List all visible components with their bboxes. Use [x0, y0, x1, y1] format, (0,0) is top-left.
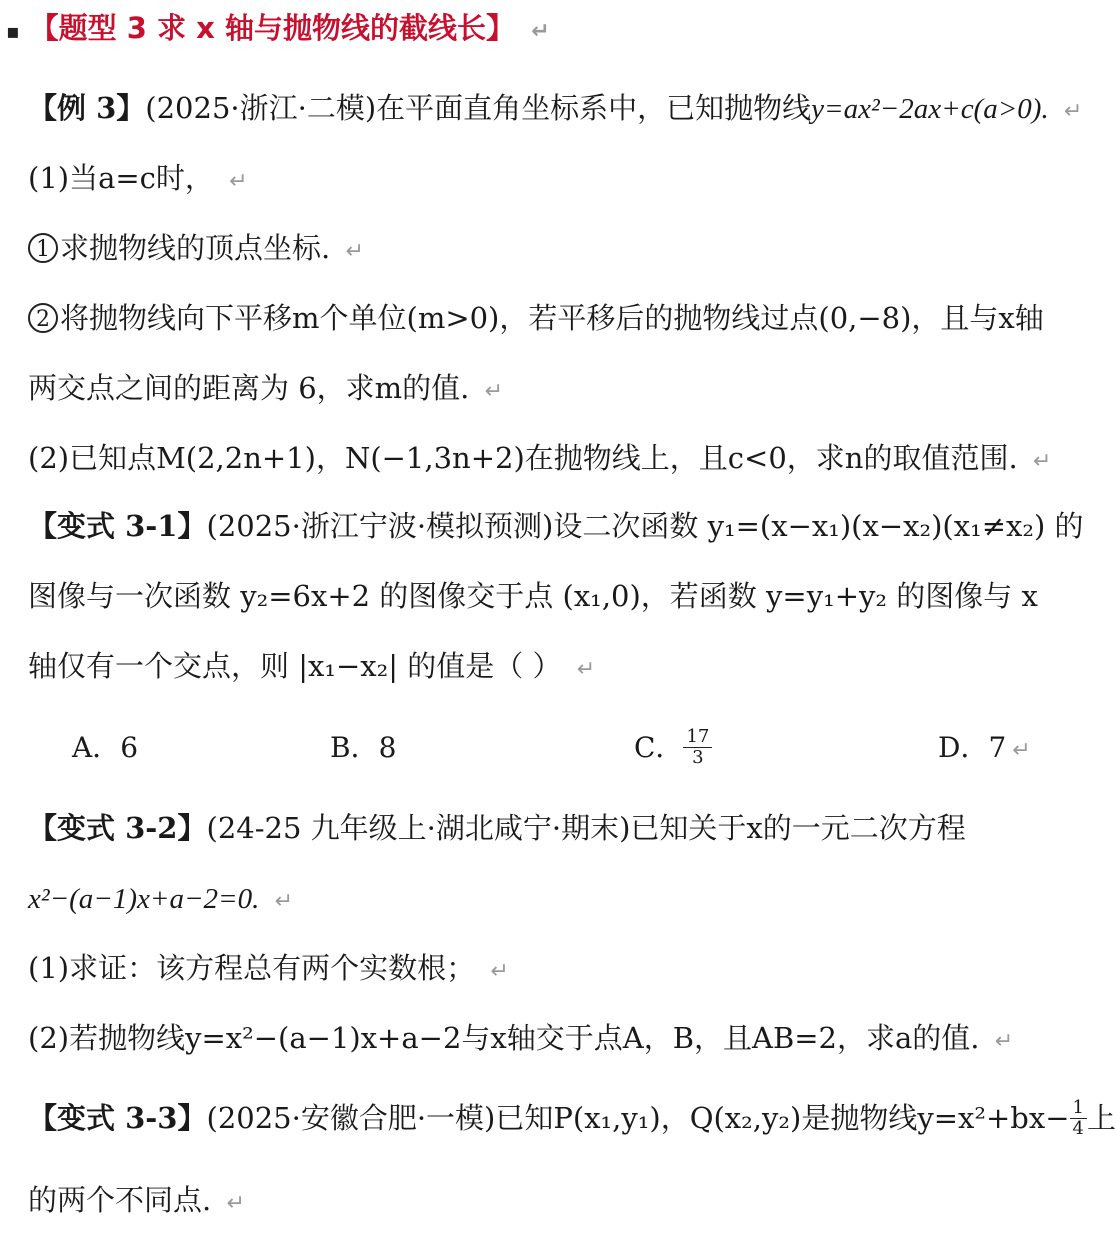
variant-3-3-text-end: 上 [1086, 1101, 1116, 1135]
variant-3-3-line1 [28, 1098, 1116, 1141]
variant-3-2-part-1-text: (1)求证：该方程总有两个实数根； [28, 951, 476, 985]
variant-3-2-part-1 [28, 948, 509, 992]
variant-3-1-line2 [28, 576, 1038, 616]
variant-3-2-part-2-text: (2)若抛物线y=x²−(a−1)x+a−2与x轴交于点A，B，且AB=2，求a的值. [28, 1021, 980, 1055]
variant-3-3-numerator: 1 [1070, 1098, 1087, 1119]
variant-3-3-label: 【变式 3-3】 [28, 1101, 207, 1135]
circled-number-2: 2 [28, 303, 58, 333]
return-mark-icon: ↵ [576, 657, 596, 682]
question-1-text: (1)当a=c时， [28, 161, 214, 195]
return-mark-icon: ↵ [490, 959, 509, 984]
option-d-text: D．7 [938, 731, 1007, 764]
heading-bullet: ▪ [6, 19, 20, 43]
option-d [938, 728, 1031, 771]
variant-3-2-text-1: 已知关于x的一元二次方程 [630, 811, 966, 845]
part-b-text-2: 两交点之间的距离为 6，求m的值. [28, 371, 470, 405]
question-2 [28, 438, 1051, 482]
variant-3-3-fraction [1070, 1098, 1087, 1139]
part-b-text-1: 将抛物线向下平移m个单位(m>0)，若平移后的抛物线过点(0,−8)，且与x轴 [60, 301, 1044, 335]
question-1-part-b-line1 [28, 298, 1044, 338]
return-mark-icon: ↵ [1012, 738, 1031, 763]
return-mark-icon: ↵ [1032, 449, 1052, 474]
variant-3-1-label: 【变式 3-1】 [28, 509, 207, 543]
return-mark-icon: ↵ [229, 169, 248, 194]
example-source: (2025·浙江·二模) [145, 91, 377, 125]
variant-3-3-denominator: 4 [1072, 1117, 1084, 1139]
variant-3-2-line1 [28, 808, 966, 848]
return-mark-icon: ↵ [274, 889, 294, 914]
variant-3-2-source: (24-25 九年级上·湖北咸宁·期末) [206, 811, 631, 845]
option-c-denominator: 3 [692, 747, 704, 768]
return-mark-icon: ↵ [1063, 99, 1083, 124]
question-1 [28, 158, 248, 202]
return-mark-icon: ↵ [994, 1029, 1014, 1054]
return-mark-icon: ↵ [484, 379, 504, 404]
circled-number-1: 1 [28, 233, 58, 263]
option-c-numerator: 17 [683, 727, 712, 748]
variant-3-1-source: (2025·浙江宁波·模拟预测) [206, 509, 554, 543]
question-1-part-a [28, 228, 364, 272]
variant-3-1-text-3: 轴仅有一个交点，则 |x₁−x₂| 的值是（ ） [28, 649, 562, 683]
variant-3-1-line1 [28, 506, 1084, 546]
variant-3-2-label: 【变式 3-2】 [28, 811, 207, 845]
option-c-label: C． [634, 731, 684, 764]
variant-3-2-equation: x²−(a−1)x+a−2=0. [28, 883, 260, 915]
variant-3-2-line2 [28, 878, 293, 922]
option-c-fraction [683, 727, 712, 768]
option-b: B．8 [330, 731, 397, 764]
return-mark-icon: ↵ [345, 239, 364, 264]
heading-text: 【题型 3 求 x 轴与抛物线的截线长】 [29, 11, 515, 45]
option-a: A．6 [72, 731, 139, 764]
variant-3-3-text-1: 已知P(x₁,y₁)，Q(x₂,y₂)是抛物线y=x²+bx− [495, 1101, 1070, 1135]
question-1-part-b-line2 [28, 368, 503, 412]
question-2-text: (2)已知点M(2,2n+1)，N(−1,3n+2)在抛物线上，且c<0，求n的取值范围. [28, 441, 1018, 475]
example-stem: 在平面直角坐标系中，已知抛物线 [376, 91, 812, 125]
variant-3-3-text-2: 的两个不同点. [28, 1183, 212, 1217]
variant-3-3-line2 [28, 1180, 245, 1224]
return-mark-icon: ↵ [531, 19, 550, 44]
example-3-stem [28, 88, 1082, 132]
variant-3-2-part-2 [28, 1018, 1013, 1062]
example-function: y=ax²−2ax+c(a>0). [811, 93, 1049, 125]
variant-3-1-text-1: 设二次函数 y₁=(x−x₁)(x−x₂)(x₁≠x₂) 的 [553, 509, 1084, 543]
variant-3-3-source: (2025·安徽合肥·一模) [206, 1101, 496, 1135]
section-heading [6, 8, 550, 52]
option-c [634, 728, 712, 770]
variant-3-1-text-2: 图像与一次函数 y₂=6x+2 的图像交于点 (x₁,0)，若函数 y=y₁+y₂ 的图像与 x [28, 579, 1038, 613]
variant-3-1-line3 [28, 646, 595, 690]
part-a-text: 求抛物线的顶点坐标. [60, 231, 331, 265]
return-mark-icon: ↵ [226, 1191, 245, 1216]
example-label: 【例 3】 [28, 91, 146, 125]
